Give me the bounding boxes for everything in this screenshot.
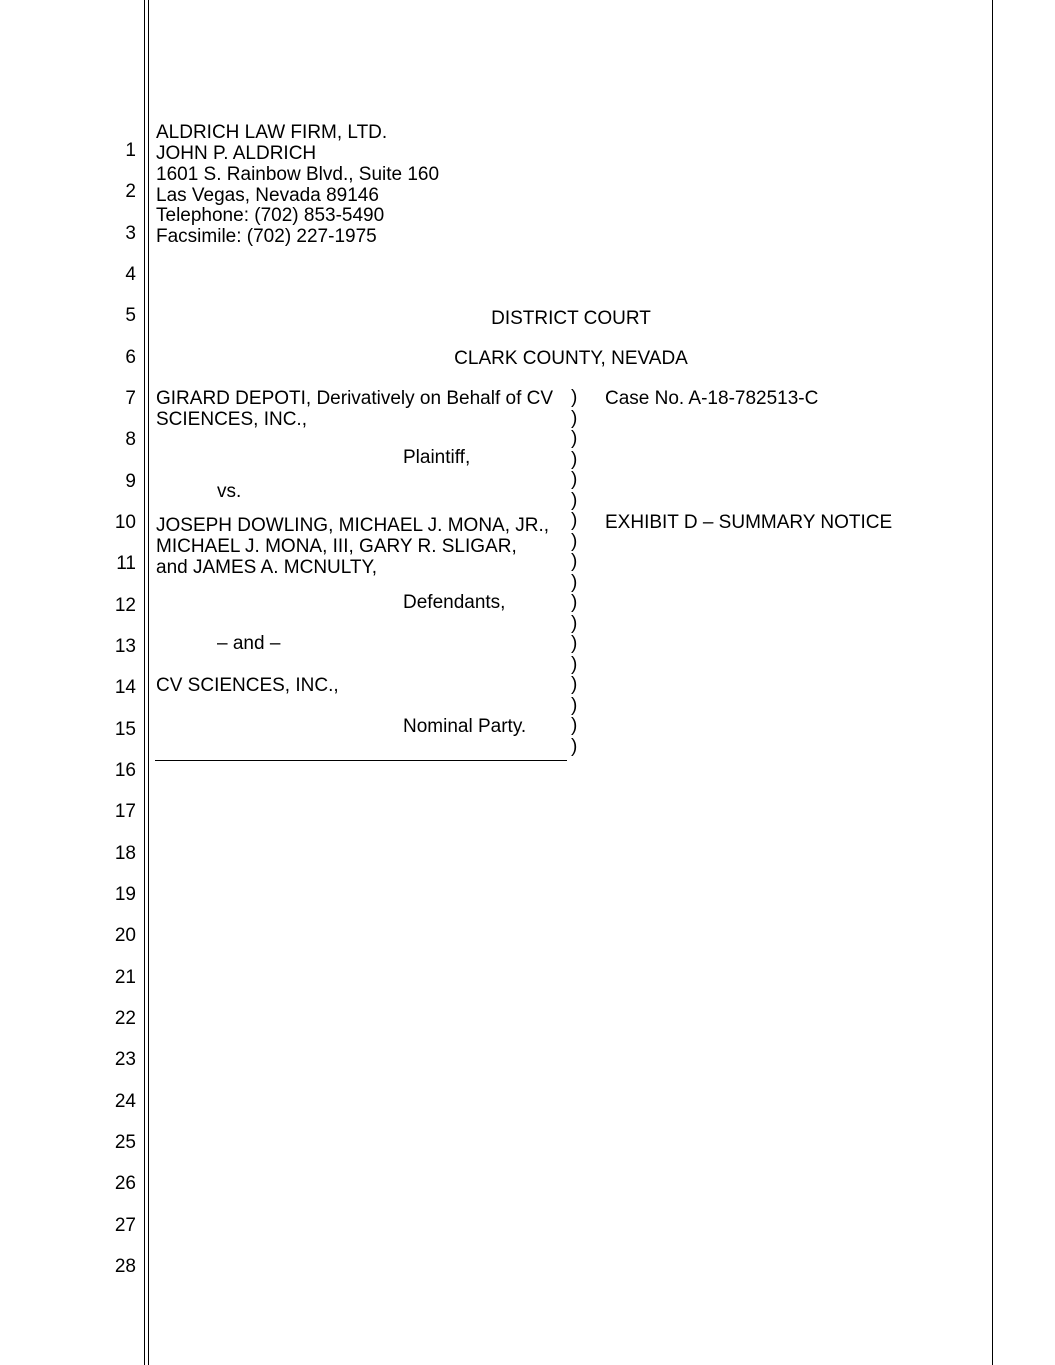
plaintiff-role: Plaintiff,	[403, 447, 471, 468]
line-number: 17	[114, 801, 136, 822]
line-number: 10	[114, 512, 136, 533]
line-number: 11	[116, 553, 136, 574]
paren: )	[571, 715, 578, 736]
court-county: CLARK COUNTY, NEVADA	[454, 348, 688, 369]
nominal-party-role: Nominal Party.	[403, 716, 527, 737]
paren: )	[571, 448, 578, 470]
line-number: 7	[125, 388, 136, 409]
line-number: 15	[114, 719, 136, 740]
paren: )	[571, 612, 578, 634]
paren: )	[571, 551, 578, 572]
line-number: 14	[114, 677, 136, 698]
plaintiff-name-line1: GIRARD DEPOTI, Derivatively on Behalf of CV	[156, 388, 554, 409]
defendants-line3: and JAMES A. MCNULTY,	[156, 557, 378, 578]
defendants-line2: MICHAEL J. MONA, III, GARY R. SLIGAR,	[156, 536, 517, 557]
paren: )	[571, 469, 578, 490]
line-number: 28	[114, 1256, 136, 1277]
line-number: 18	[114, 843, 136, 864]
paren: )	[571, 387, 578, 408]
attorney-name: JOHN P. ALDRICH	[156, 143, 317, 164]
and-separator: – and –	[217, 633, 281, 654]
paren: )	[571, 407, 578, 429]
paren: )	[571, 428, 578, 449]
left-margin-rule-outer	[144, 0, 145, 1365]
firm-name: ALDRICH LAW FIRM, LTD.	[156, 122, 388, 143]
exhibit-title: EXHIBIT D – SUMMARY NOTICE	[605, 512, 893, 533]
right-margin-rule	[992, 0, 993, 1365]
line-number: 22	[114, 1008, 136, 1029]
line-number: 20	[114, 925, 136, 946]
firm-telephone: Telephone: (702) 853-5490	[156, 205, 385, 226]
paren: )	[571, 674, 578, 695]
firm-address-line2: Las Vegas, Nevada 89146	[156, 185, 379, 206]
line-number: 4	[125, 264, 136, 285]
paren: )	[571, 530, 578, 552]
paren: )	[571, 489, 578, 511]
case-number: Case No. A-18-782513-C	[605, 388, 819, 409]
left-margin-rule-inner	[148, 0, 149, 1365]
line-number: 21	[114, 967, 136, 988]
caption-parentheses	[571, 388, 583, 757]
line-number: 16	[114, 760, 136, 781]
paren: )	[571, 735, 578, 757]
line-number: 23	[114, 1049, 136, 1070]
court-name: DISTRICT COURT	[491, 308, 651, 329]
line-number: 24	[114, 1091, 136, 1112]
line-number: 1	[125, 140, 136, 161]
defendants-role: Defendants,	[403, 592, 506, 613]
line-number: 25	[114, 1132, 136, 1153]
line-number: 27	[114, 1215, 136, 1236]
paren: )	[571, 633, 578, 654]
firm-facsimile: Facsimile: (702) 227-1975	[156, 226, 377, 247]
line-number: 3	[125, 223, 136, 244]
defendants-line1: JOSEPH DOWLING, MICHAEL J. MONA, JR.,	[156, 515, 550, 536]
line-number: 9	[125, 471, 136, 492]
paren: )	[571, 694, 578, 716]
line-number: 5	[125, 305, 136, 326]
line-number: 13	[114, 636, 136, 657]
paren: )	[571, 510, 578, 531]
nominal-party-name: CV SCIENCES, INC.,	[156, 675, 339, 696]
caption-underline	[155, 760, 567, 761]
firm-address-line1: 1601 S. Rainbow Blvd., Suite 160	[156, 164, 440, 185]
paren: )	[571, 653, 578, 675]
line-number: 26	[114, 1173, 136, 1194]
line-number: 2	[125, 181, 136, 202]
versus: vs.	[217, 481, 242, 502]
line-number: 6	[125, 347, 136, 368]
line-number: 12	[114, 595, 136, 616]
line-number: 19	[114, 884, 136, 905]
line-number: 8	[125, 429, 136, 450]
paren: )	[571, 592, 578, 613]
plaintiff-name-line2: SCIENCES, INC.,	[156, 409, 307, 430]
paren: )	[571, 571, 578, 593]
